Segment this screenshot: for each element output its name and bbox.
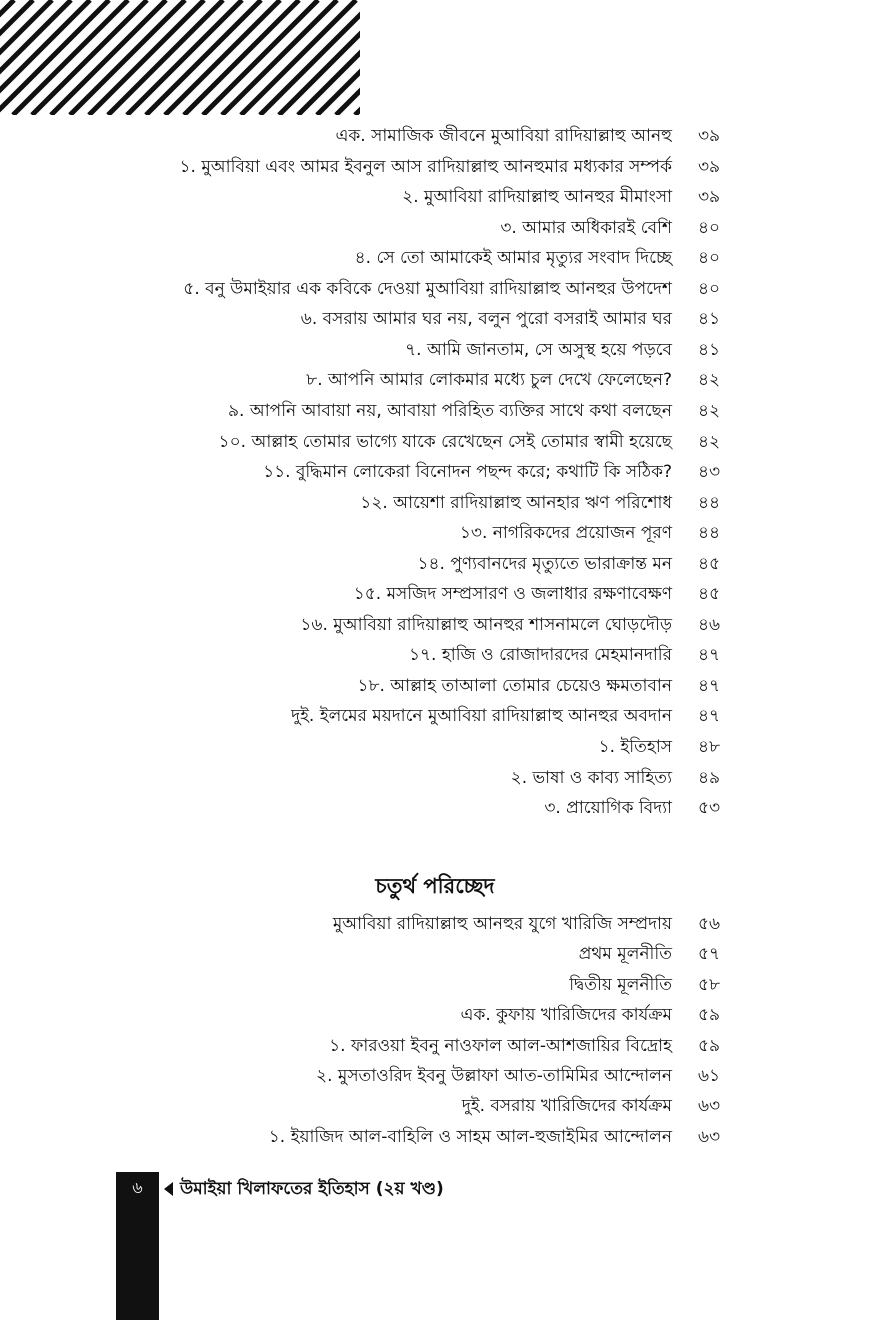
toc-entry-title: ১. মুআবিয়া এবং আমর ইবনুল আস রাদিয়াল্লাহু আনহুমার মধ্যকার সম্পর্ক bbox=[179, 156, 672, 177]
toc-entry bbox=[0, 427, 870, 457]
toc-entry-page: ৪৭ bbox=[698, 675, 721, 696]
toc-entry-title: ৭. আমি জানতাম, সে অসুস্থ হয়ে পড়বে bbox=[405, 339, 672, 360]
toc-entry bbox=[0, 335, 870, 365]
toc-entry-title: প্রথম মূলনীতি bbox=[578, 944, 672, 965]
toc-entry-page: ৪২ bbox=[698, 370, 721, 391]
toc-entry bbox=[0, 304, 870, 334]
toc-entry bbox=[0, 1122, 870, 1152]
toc-entry-title: ১৫. মসজিদ সম্প্রসারণ ও জলাধার রক্ষণাবেক্ষণ bbox=[353, 584, 672, 605]
toc-entry-title: দ্বিতীয় মূলনীতি bbox=[569, 974, 672, 995]
toc-entry-title: ১. ইতিহাস bbox=[598, 737, 672, 757]
toc-entry-page: ৩৯ bbox=[698, 187, 721, 208]
toc-entry-page: ৪৮ bbox=[698, 737, 721, 757]
toc-entry-title: ১০. আল্লাহ তোমার ভাগ্যে যাকে রেখেছেন সেই তোমার স্বামী হয়েছে bbox=[218, 431, 672, 452]
toc-entry-title: দুই. ইলমের ময়দানে মুআবিয়া রাদিয়াল্লাহু আনহুর অবদান bbox=[291, 706, 672, 727]
toc-entry-title: ১২. আয়েশা রাদিয়াল্লাহু আনহার ঋণ পরিশোধ bbox=[360, 492, 672, 513]
toc-entry-page: ৪২ bbox=[698, 400, 721, 421]
toc-entry bbox=[0, 518, 870, 548]
toc-entry bbox=[0, 274, 870, 304]
toc-entry bbox=[0, 610, 870, 640]
toc-entry-title: ১৬. মুআবিয়া রাদিয়াল্লাহু আনহুর শাসনামলে ঘোড়দৌড় bbox=[300, 614, 672, 635]
toc-entry-page: ৪৩ bbox=[698, 462, 721, 483]
toc-entry-title: ২. মুআবিয়া রাদিয়াল্লাহু আনহুর মীমাংসা bbox=[402, 187, 672, 208]
toc-entry-title: ৩. প্রায়োগিক বিদ্যা bbox=[544, 798, 672, 819]
toc-entry-page: ৫৭ bbox=[698, 944, 721, 965]
toc-entry bbox=[0, 365, 870, 395]
toc-entry bbox=[0, 549, 870, 579]
toc-entry-page: ৫৯ bbox=[698, 1005, 721, 1026]
toc-entry bbox=[0, 732, 870, 762]
toc-entry-page: ৪২ bbox=[698, 431, 721, 452]
toc-entry-page: ৪৪ bbox=[698, 523, 721, 544]
toc-entry-title: ১. ইয়াজিদ আল-বাহিলি ও সাহম আল-হুজাইমির আন্দোলন bbox=[268, 1126, 672, 1147]
toc-entry-title: এক. কুফায় খারিজিদের কার্যক্রম bbox=[460, 1005, 672, 1026]
toc-entry bbox=[0, 243, 870, 273]
toc-entry-page: ৬১ bbox=[698, 1066, 721, 1086]
toc-entry bbox=[0, 701, 870, 731]
toc-entry bbox=[0, 213, 870, 243]
toc-entry bbox=[0, 671, 870, 701]
toc-entry bbox=[0, 1031, 870, 1061]
toc-entry bbox=[0, 763, 870, 793]
toc-entry-page: ৪৫ bbox=[698, 553, 721, 574]
toc-entry-title: ৪. সে তো আমাকেই আমার মৃত্যুর সংবাদ দিচ্ছে bbox=[354, 248, 672, 269]
toc-entry-page: ৬৩ bbox=[698, 1126, 721, 1147]
toc-entry-page: ৫৬ bbox=[698, 914, 721, 934]
toc-entry bbox=[0, 793, 870, 823]
toc-entry-page: ৫৯ bbox=[698, 1035, 721, 1056]
toc-entry-page: ৩৯ bbox=[698, 156, 721, 177]
footer-book-title: উমাইয়া খিলাফতের ইতিহাস (২য় খণ্ড) bbox=[180, 1179, 444, 1199]
toc-entry-page: ৫৩ bbox=[698, 798, 721, 819]
toc-entry-title: ১৪. পুণ্যবানদের মৃত্যুতে ভারাক্রান্ত মন bbox=[417, 553, 672, 574]
toc-entry bbox=[0, 909, 870, 939]
toc-entry-page: ৪৫ bbox=[698, 584, 721, 605]
toc-entry-page: ৩৯ bbox=[698, 126, 721, 146]
toc-entry-title: ২. ভাষা ও কাব্য সাহিত্য bbox=[510, 767, 672, 788]
toc-entry-title: ১৩. নাগরিকদের প্রয়োজন পূরণ bbox=[459, 523, 672, 544]
toc-entry-page: ৪৬ bbox=[698, 614, 721, 635]
toc-entry bbox=[0, 457, 870, 487]
toc-entry-title: ১১. বুদ্ধিমান লোকেরা বিনোদন পছন্দ করে; কথাটি কি সঠিক? bbox=[263, 462, 672, 483]
toc-entry-page: ৪৭ bbox=[698, 645, 721, 666]
toc-entry bbox=[0, 152, 870, 182]
corner-stripes-decoration bbox=[0, 0, 360, 115]
toc-entry-page: ৪০ bbox=[698, 278, 721, 299]
toc-entry-page: ৪০ bbox=[698, 217, 721, 238]
toc-entry-page: ৫৮ bbox=[698, 974, 721, 995]
toc-entry bbox=[0, 488, 870, 518]
toc-entry-page: ৪৪ bbox=[698, 492, 721, 513]
toc-entry-title: দুই. বসরায় খারিজিদের কার্যক্রম bbox=[461, 1096, 672, 1117]
toc-entry bbox=[0, 939, 870, 969]
toc-entry-title: ১. ফারওয়া ইবনু নাওফাল আল-আশজায়ির বিদ্রোহ bbox=[329, 1035, 672, 1056]
toc-entry-title: ৯. আপনি আবায়া নয়, আবায়া পরিহিত ব্যক্তির সাথে কথা বলছেন bbox=[227, 400, 672, 421]
toc-entry bbox=[0, 970, 870, 1000]
toc-entry bbox=[0, 1091, 870, 1121]
toc-entry-page: ৪১ bbox=[698, 339, 721, 360]
toc-entry-page: ৪১ bbox=[698, 309, 721, 330]
toc-entry bbox=[0, 121, 870, 151]
toc-entry bbox=[0, 640, 870, 670]
toc-entry-title: এক. সামাজিক জীবনে মুআবিয়া রাদিয়াল্লাহু আনহু bbox=[335, 126, 672, 146]
chapter-heading: চতুর্থ পরিচ্ছেদ bbox=[375, 874, 495, 898]
toc-entry bbox=[0, 579, 870, 609]
toc-entry-title: মুআবিয়া রাদিয়াল্লাহু আনহুর যুগে খারিজি সম্প্রদায় bbox=[332, 914, 672, 934]
toc-entry-title: ৮. আপনি আমার লোকমার মধ্যে চুল দেখে ফেলেছেন? bbox=[306, 370, 672, 391]
toc-entry-page: ৬৩ bbox=[698, 1096, 721, 1117]
toc-entry-page: ৪৭ bbox=[698, 706, 721, 727]
toc-entry-page: ৪০ bbox=[698, 248, 721, 269]
toc-entry-title: ১৭. হাজি ও রোজাদারদের মেহমানদারি bbox=[408, 645, 672, 666]
toc-entry-title: ৬. বসরায় আমার ঘর নয়, বলুন পুরো বসরাই আমার ঘর bbox=[300, 309, 672, 330]
footer-arrow-icon bbox=[164, 1182, 173, 1196]
toc-entry bbox=[0, 182, 870, 212]
toc-entry-title: ২. মুসতাওরিদ ইবনু উল্লাফা আত-তামিমির আন্দোলন bbox=[316, 1066, 672, 1086]
toc-entry-page: ৪৯ bbox=[698, 767, 721, 788]
toc-entry bbox=[0, 1000, 870, 1030]
footer-page-number: ৬ bbox=[132, 1178, 143, 1197]
toc-entry-title: ৩. আমার অধিকারই বেশি bbox=[500, 217, 672, 238]
toc-entry bbox=[0, 1061, 870, 1091]
toc-entry bbox=[0, 396, 870, 426]
toc-entry-title: ৫. বনু উমাইয়ার এক কবিকে দেওয়া মুআবিয়া রাদিয়াল্লাহু আনহুর উপদেশ bbox=[183, 278, 672, 299]
toc-entry-title: ১৮. আল্লাহ তাআলা তোমার চেয়েও ক্ষমতাবান bbox=[357, 675, 672, 696]
